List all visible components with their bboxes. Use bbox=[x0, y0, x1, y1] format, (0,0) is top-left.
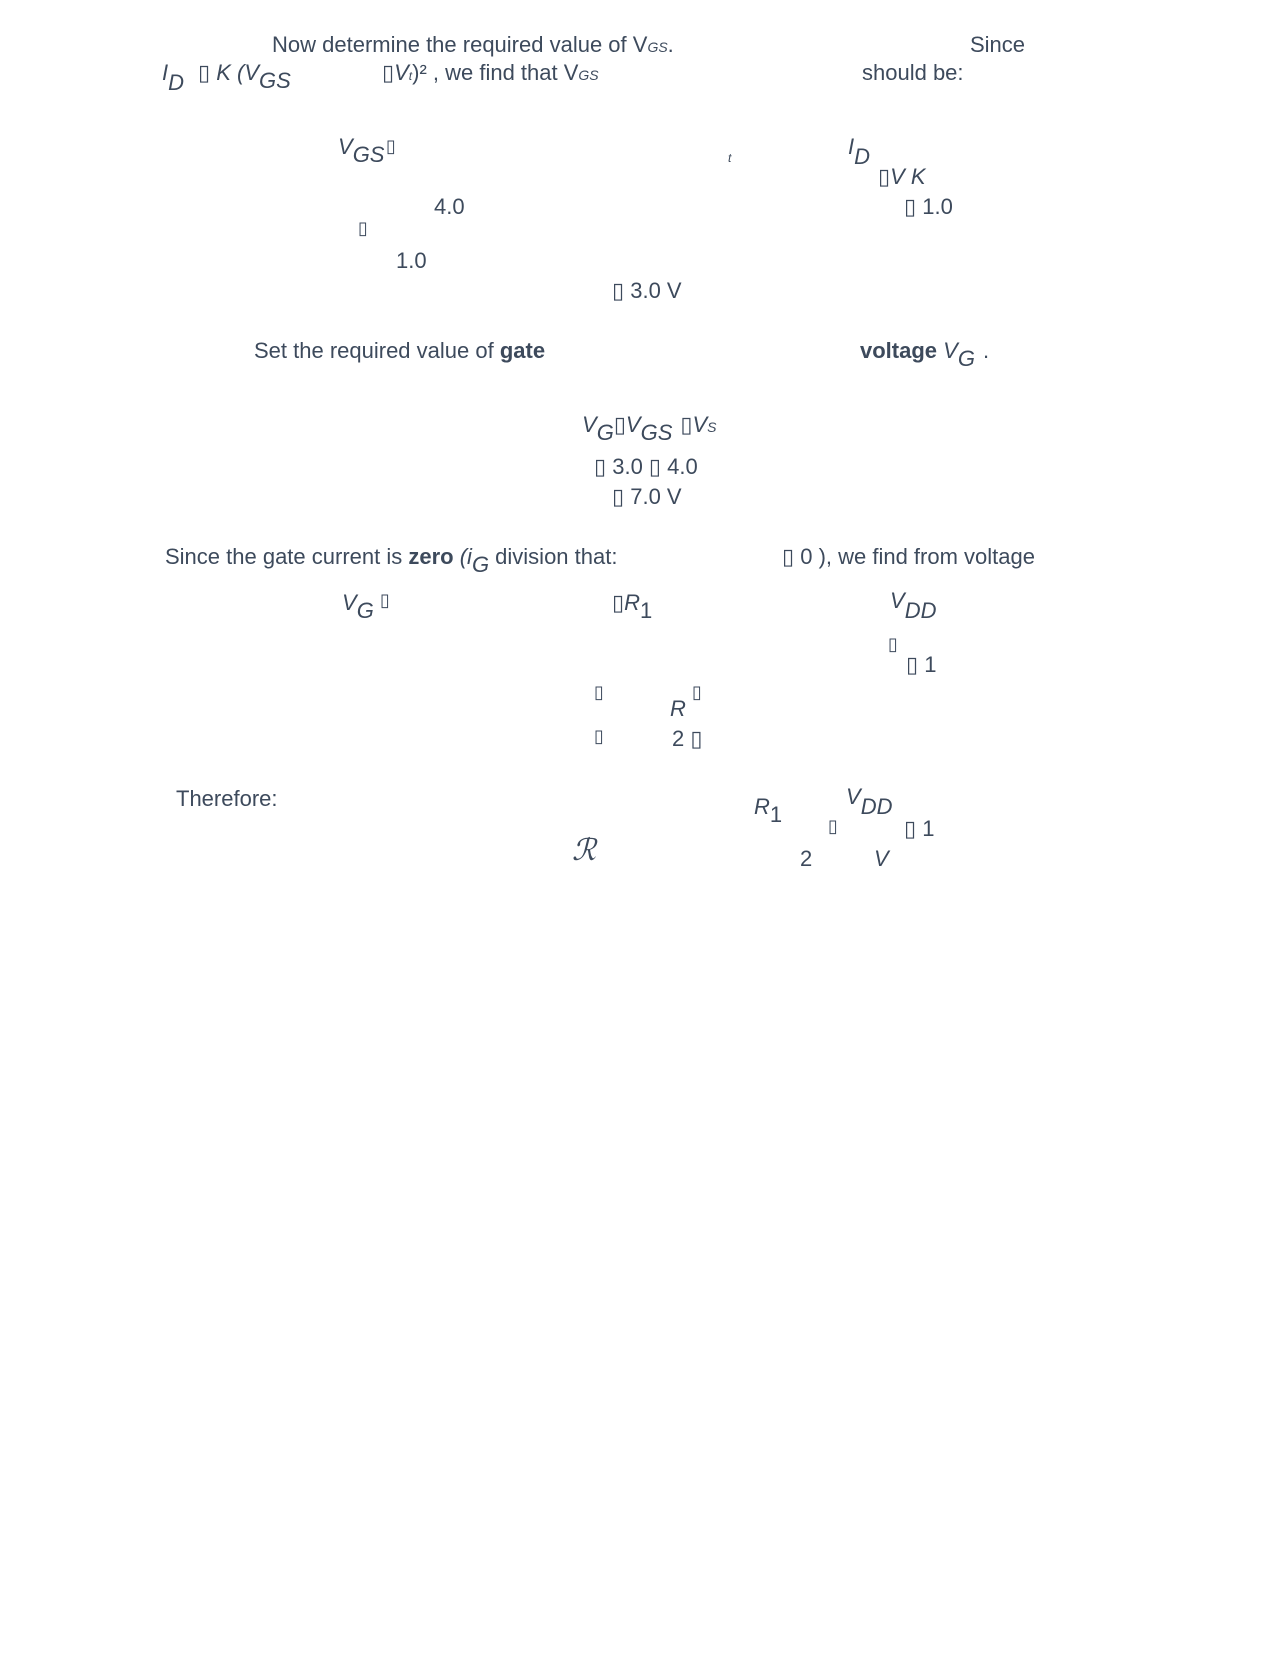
eq3-r1-letter: ▯R bbox=[612, 590, 640, 615]
p1-id-term bbox=[162, 60, 185, 95]
eq1-vgs-sub: GS bbox=[352, 142, 385, 167]
eq3-vdd bbox=[890, 588, 937, 623]
eq2-vg: V bbox=[582, 412, 597, 437]
eq3-two: 2 ▯ bbox=[672, 726, 703, 751]
p1-k-text: ▯ K (V bbox=[198, 60, 260, 85]
p4-box: ▯ bbox=[828, 816, 838, 837]
p1-k-term bbox=[198, 60, 291, 93]
p3-paren: (i bbox=[453, 544, 472, 569]
p1-id-letter: I bbox=[162, 60, 169, 85]
p2-bold1: gate bbox=[499, 338, 546, 363]
p1-since: Since bbox=[970, 32, 1026, 57]
eq1-den-left: 1.0 bbox=[396, 248, 427, 273]
eq1-id bbox=[848, 134, 871, 169]
eq1-id-sub: D bbox=[854, 144, 871, 169]
eq2-vg-sub: G bbox=[596, 420, 614, 445]
p2-vg-sub: G bbox=[957, 346, 975, 371]
p3-line bbox=[165, 544, 618, 577]
eq1-plus: ▯ bbox=[358, 218, 368, 239]
p1-vt-text: ▯V bbox=[382, 60, 409, 85]
eq1-id-letter: I bbox=[848, 134, 855, 159]
eq3-box-a: ▯ bbox=[888, 634, 898, 655]
p3-text1: Since the gate current is bbox=[165, 544, 409, 569]
p4-vdd-letter: V bbox=[846, 784, 861, 809]
p4-vdd bbox=[846, 784, 893, 819]
eq3-r1-sub: 1 bbox=[640, 598, 653, 623]
eq1-vgs bbox=[338, 134, 385, 167]
p4-r1-sub: 1 bbox=[769, 802, 783, 827]
eq3-box-c: ▯ bbox=[692, 682, 702, 703]
eq1-vk: ▯V K bbox=[878, 164, 926, 189]
eq1-vgs-letter: V bbox=[338, 134, 353, 159]
eq2-end-sub: S bbox=[707, 419, 717, 435]
p1-line1-end: . bbox=[667, 32, 674, 57]
p2-vg-end: . bbox=[982, 338, 990, 363]
p4-v: V bbox=[874, 846, 889, 871]
p1-line1-sub: GS bbox=[647, 39, 668, 55]
eq2-end: ▯V bbox=[680, 412, 708, 437]
p2-voltage bbox=[860, 338, 990, 371]
eq1-num-top: 4.0 bbox=[434, 194, 465, 219]
eq2-mid: ▯V bbox=[613, 412, 641, 437]
p2-vg: V bbox=[937, 338, 958, 363]
eq2-line3: ▯ 7.0 V bbox=[612, 484, 682, 509]
eq3-one: ▯ 1 bbox=[906, 652, 937, 677]
eq3-vg bbox=[342, 590, 374, 623]
eq3-vdd-sub: DD bbox=[904, 598, 937, 623]
p4-r1-letter: R bbox=[754, 794, 770, 819]
eq1-t-label: t bbox=[728, 151, 732, 165]
eq3-r: R bbox=[670, 696, 686, 721]
eq2-line1 bbox=[582, 412, 717, 445]
p1-should-be: should be: bbox=[862, 60, 964, 85]
eq3-box-b: ▯ bbox=[594, 682, 604, 703]
p4-two: 2 bbox=[800, 846, 813, 871]
p3-paren-sub: G bbox=[471, 552, 490, 577]
p2-bold2: voltage bbox=[860, 338, 938, 363]
eq1-vgs-op: ▯ bbox=[386, 136, 396, 157]
p1-vt-end-sub: GS bbox=[578, 67, 599, 83]
p3-bold: zero bbox=[408, 544, 454, 569]
p1-line1-text: Now determine the required value of V bbox=[272, 32, 648, 57]
paragraph-1-line-1 bbox=[272, 34, 674, 56]
eq3-vg-letter: V bbox=[342, 590, 357, 615]
p3-text3: ▯ 0 ), we find from voltage bbox=[782, 544, 1035, 569]
p1-vt-term bbox=[382, 62, 599, 84]
eq1-den-right: ▯ 1.0 bbox=[904, 194, 953, 219]
eq3-r1 bbox=[612, 590, 653, 623]
p4-one: ▯ 1 bbox=[904, 816, 935, 841]
p1-id-sub: D bbox=[168, 70, 185, 95]
p1-k-sub: GS bbox=[259, 68, 291, 93]
eq3-vg-op: ▯ bbox=[380, 590, 390, 611]
p4-script-r: ℛ bbox=[572, 833, 596, 868]
eq1-result: ▯ 3.0 V bbox=[612, 278, 682, 303]
p3-text2: division that: bbox=[489, 544, 618, 569]
eq3-vdd-letter: V bbox=[890, 588, 905, 613]
p2-text1: Set the required value of bbox=[254, 338, 500, 363]
eq2-mid-sub: GS bbox=[640, 420, 673, 445]
p4-r1 bbox=[754, 794, 783, 827]
eq2-line2: ▯ 3.0 ▯ 4.0 bbox=[594, 454, 698, 479]
eq3-box-d: ▯ bbox=[594, 726, 604, 747]
p2-text bbox=[254, 340, 545, 362]
p4-therefore: Therefore: bbox=[176, 786, 278, 811]
p1-vt-end: )² , we find that V bbox=[412, 60, 579, 85]
p4-vdd-sub: DD bbox=[860, 794, 893, 819]
eq3-vg-sub: G bbox=[356, 598, 374, 623]
p1-vt-sub: t bbox=[408, 69, 413, 83]
